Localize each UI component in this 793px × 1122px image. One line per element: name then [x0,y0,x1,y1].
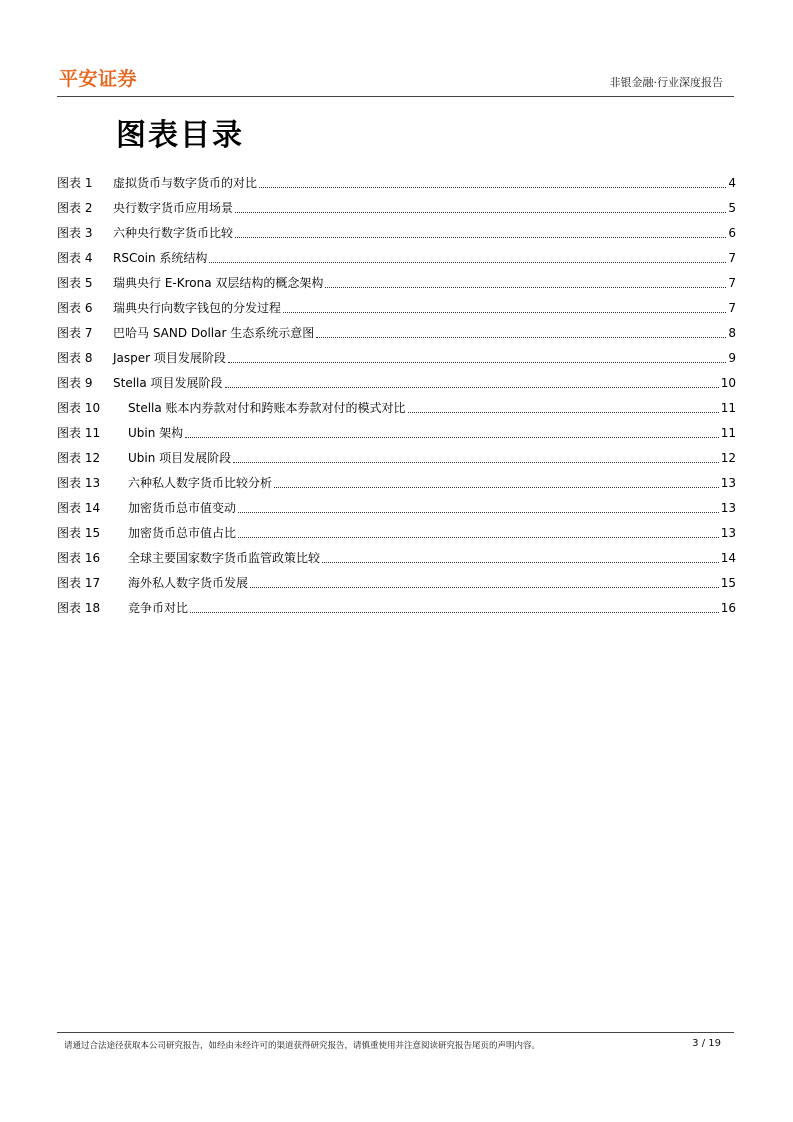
toc-entry-page: 7 [728,251,736,265]
toc-entry-title: 瑞典央行 E-Krona 双层结构的概念架构 [113,276,324,290]
toc-leader-dots [250,586,719,588]
toc-entry-page: 10 [720,376,736,390]
toc-entry-number: 图表 4 [57,251,93,265]
toc-entry-number: 图表 6 [57,301,93,315]
toc-leader-dots [408,411,719,413]
toc-entry[interactable] [57,493,736,518]
toc-entry-title: Ubin 项目发展阶段 [128,451,232,465]
toc-entry-page: 4 [728,176,736,190]
toc-entry-page: 9 [728,351,736,365]
toc-entry-number: 图表 16 [57,551,101,565]
toc-leader-dots [190,611,719,613]
toc-entry[interactable] [57,593,736,618]
toc-entry-number: 图表 7 [57,326,93,340]
toc-leader-dots [238,511,719,513]
toc-entry[interactable] [57,543,736,568]
toc-entry-page: 12 [720,451,736,465]
toc-entry[interactable] [57,568,736,593]
toc-entry-page: 13 [720,526,736,540]
toc-entry-page: 7 [728,301,736,315]
toc-entry-title: 加密货币总市值变动 [128,501,237,515]
toc-entry-page: 5 [728,201,736,215]
toc-entry-page: 11 [720,401,736,415]
footer-divider [57,1032,734,1033]
brand-logo: 平安证券 [59,68,138,90]
toc-entry-title: Jasper 项目发展阶段 [113,351,226,365]
toc-entry-number: 图表 5 [57,276,93,290]
toc-leader-dots [316,336,726,338]
toc-leader-dots [238,536,719,538]
toc-entry-page: 13 [720,501,736,515]
toc-entry-number: 图表 10 [57,401,101,415]
toc-entry-title: 六种央行数字货币比较 [113,226,234,240]
header-divider [57,96,734,97]
toc-entry-number: 图表 3 [57,226,93,240]
toc-leader-dots [235,236,726,238]
footer-disclaimer: 请通过合法途径获取本公司研究报告，如经由未经许可的渠道获得研究报告，请慎重使用并注意阅读研究报告尾页的声明内容。 [64,1041,541,1051]
toc-entry-page: 16 [720,601,736,615]
toc-entry[interactable] [57,343,736,368]
toc-entry[interactable] [57,243,736,268]
toc-entry-number: 图表 2 [57,201,93,215]
toc-entry[interactable] [57,468,736,493]
toc-entry[interactable] [57,518,736,543]
toc-entry-page: 8 [728,326,736,340]
toc-leader-dots [325,286,726,288]
toc-entry[interactable] [57,268,736,293]
toc-leader-dots [233,461,719,463]
toc-entry-number: 图表 1 [57,176,93,190]
toc-entry-title: 虚拟货币与数字货币的对比 [113,176,258,190]
toc-entry-title: Stella 账本内券款对付和跨账本券款对付的模式对比 [128,401,406,415]
toc-leader-dots [283,311,726,313]
toc-leader-dots [274,486,719,488]
toc-entry[interactable] [57,443,736,468]
toc-entry-number: 图表 14 [57,501,101,515]
toc-entry-title: 加密货币总市值占比 [128,526,237,540]
page-title: 图表目录 [116,118,244,153]
toc-leader-dots [209,261,726,263]
toc-entry-title: 瑞典央行向数字钱包的分发过程 [113,301,282,315]
report-type-label: 非银金融·行业深度报告 [609,76,723,89]
toc-entry-page: 15 [720,576,736,590]
toc-entry[interactable] [57,293,736,318]
toc-entry-title: 竞争币对比 [128,601,189,615]
toc-leader-dots [259,186,726,188]
toc-leader-dots [235,211,726,213]
toc-entry[interactable] [57,393,736,418]
toc-entry-title: 巴哈马 SAND Dollar 生态系统示意图 [113,326,315,340]
toc-entry-title: RSCoin 系统结构 [113,251,208,265]
toc-leader-dots [225,386,719,388]
toc-leader-dots [185,436,719,438]
toc-entry-number: 图表 9 [57,376,93,390]
toc-entry-number: 图表 18 [57,601,101,615]
toc-leader-dots [228,361,726,363]
toc-entry[interactable] [57,168,736,193]
toc-entry-number: 图表 17 [57,576,101,590]
toc-list [57,168,736,618]
toc-entry-number: 图表 15 [57,526,101,540]
toc-entry[interactable] [57,418,736,443]
toc-entry-number: 图表 13 [57,476,101,490]
toc-entry-title: Stella 项目发展阶段 [113,376,223,390]
toc-entry[interactable] [57,218,736,243]
toc-entry-title: 海外私人数字货币发展 [128,576,249,590]
toc-entry[interactable] [57,368,736,393]
toc-entry-page: 14 [720,551,736,565]
toc-entry-page: 6 [728,226,736,240]
toc-entry-page: 11 [720,426,736,440]
toc-entry-number: 图表 12 [57,451,101,465]
toc-entry[interactable] [57,193,736,218]
toc-entry-number: 图表 8 [57,351,93,365]
page-number: 3 / 19 [692,1038,721,1049]
toc-entry-title: 全球主要国家数字货币监管政策比较 [128,551,321,565]
toc-entry-number: 图表 11 [57,426,101,440]
toc-entry[interactable] [57,318,736,343]
toc-entry-page: 7 [728,276,736,290]
toc-entry-title: 央行数字货币应用场景 [113,201,234,215]
toc-entry-page: 13 [720,476,736,490]
toc-leader-dots [322,561,719,563]
toc-entry-title: 六种私人数字货币比较分析 [128,476,273,490]
toc-entry-title: Ubin 架构 [128,426,184,440]
